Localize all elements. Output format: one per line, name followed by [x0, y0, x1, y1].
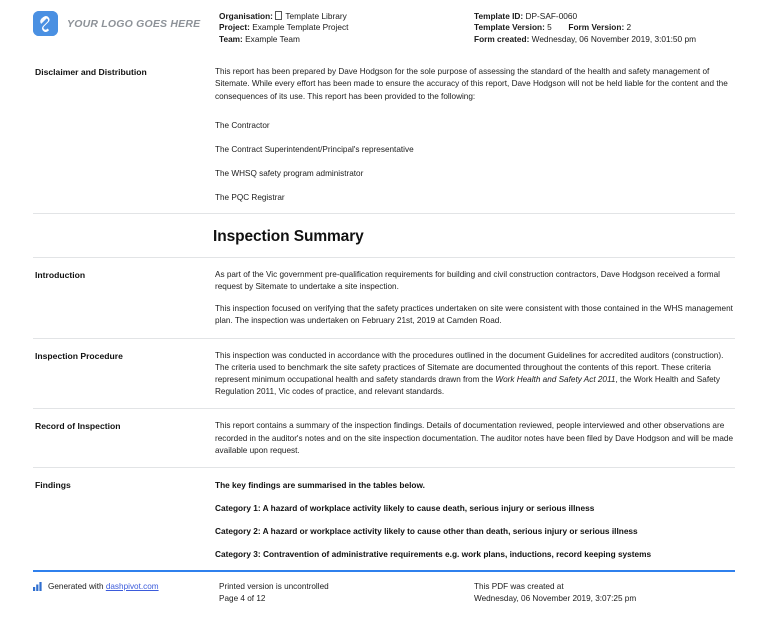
meta-template-version-key: Template Version:	[474, 22, 545, 33]
procedure-paragraph	[215, 350, 735, 399]
distribution-list	[215, 120, 735, 203]
section-body-record	[215, 420, 735, 457]
section-introduction	[33, 257, 735, 338]
meta-versions	[474, 22, 735, 33]
meta-form-created-value: Wednesday, 06 November 2019, 3:01:50 pm	[531, 33, 696, 44]
findings-category-1: Category 1: A hazard of workplace activity likely to cause death, serious injury or serious illness	[215, 503, 595, 514]
introduction-paragraph-1: As part of the Vic government pre-qualification requirements for building and civil construction contractors, Dave Hodgson received a formal request by Sitemate to undertake a site inspection.	[215, 269, 720, 292]
footer-printed-line-1: Printed version is uncontrolled	[219, 582, 329, 592]
footer-created-timestamp: Wednesday, 06 November 2019, 3:07:25 pm	[474, 593, 637, 603]
header-metadata	[219, 11, 735, 45]
section-inspection-procedure	[33, 338, 735, 409]
procedure-text-2: , the Work Health and Safety Regulation 2011, Vic codes of practice, and relevant standards.	[215, 375, 721, 397]
section-body-findings	[215, 479, 735, 560]
document-header	[33, 0, 735, 53]
section-body-introduction	[215, 269, 735, 328]
logo-text: YOUR LOGO GOES HERE	[67, 17, 201, 30]
procedure-act-citation: Work Health and Safety Act 2011	[495, 375, 616, 385]
section-label-disclaimer: Disclaimer and Distribution	[35, 67, 147, 78]
section-record-of-inspection	[33, 408, 735, 467]
footer-created-notice	[474, 581, 735, 604]
procedure-text-1: This inspection was conducted in accordance with the procedures outlined in the document Guidelines for accredited auditors (construction). The criteria used to benchmark the site safety practices of Sitemate are documented throughout the contents of this report. These criteria represent minimum occupational health and safety standards drawn from the	[215, 350, 724, 385]
header-meta-right	[474, 11, 735, 45]
footer-generated-prefix: Generated with	[48, 582, 106, 592]
meta-organisation-key: Organisation:	[219, 11, 273, 21]
section-label-procedure: Inspection Procedure	[35, 350, 123, 361]
meta-template-id	[474, 11, 735, 22]
section-label-record: Record of Inspection	[35, 421, 121, 432]
distribution-item: The WHSQ safety program administrator	[215, 168, 364, 178]
section-label-findings: Findings	[35, 480, 71, 491]
findings-category-3: Category 3: Contravention of administrative requirements e.g. work plans, inductions, record keeping systems	[215, 549, 652, 560]
meta-template-id-key: Template ID:	[474, 11, 524, 21]
distribution-item: The Contract Superintendent/Principal's representative	[215, 144, 414, 154]
footer-created-line-1: This PDF was created at	[474, 582, 564, 592]
meta-form-version-value: 2	[626, 22, 632, 33]
footer-generated-with	[33, 581, 219, 604]
section-body-disclaimer	[215, 66, 735, 203]
meta-team-key: Team:	[219, 33, 243, 44]
logo-swirl-icon	[33, 11, 58, 36]
introduction-paragraph-2: This inspection focused on verifying that the safety practices undertaken on site were consistent with those contained in the WHS management plan. The inspection was undertaken on February 21st, 2019 at Camden Road.	[215, 304, 733, 326]
meta-template-id-value: DP-SAF-0060	[525, 11, 578, 21]
inspection-summary-heading-row	[33, 213, 735, 257]
header-meta-left	[219, 11, 474, 45]
meta-template-version-value: 5	[547, 22, 552, 33]
missing-glyph-icon	[275, 11, 282, 20]
meta-project-key: Project:	[219, 22, 250, 33]
record-paragraph: This report contains a summary of the inspection findings. Details of documentation reviewed, people interviewed and other observations are recorded in the auditor's notes and on the site inspection documentation. The auditor notes have been filed by Dave Hodgson and will be made available upon request.	[215, 421, 734, 455]
meta-team	[219, 34, 474, 45]
section-findings	[33, 467, 735, 570]
meta-organisation	[219, 11, 474, 22]
logo-block	[33, 11, 219, 36]
footer-divider	[33, 570, 735, 572]
document-footer	[33, 570, 735, 618]
section-body-procedure	[215, 350, 735, 399]
page-title: Inspection Summary	[213, 227, 364, 245]
meta-form-created	[474, 34, 735, 45]
meta-organisation-value: Template Library	[285, 11, 347, 21]
section-disclaimer	[33, 53, 735, 213]
document-content	[33, 53, 735, 570]
footer-printed-notice	[219, 581, 474, 604]
distribution-item: The Contractor	[215, 120, 270, 130]
meta-team-value: Example Team	[245, 33, 300, 44]
distribution-item: The PQC Registrar	[215, 192, 285, 202]
meta-form-created-key: Form created:	[474, 33, 530, 44]
meta-project-value: Example Template Project	[252, 22, 349, 33]
disclaimer-paragraph: This report has been prepared by Dave Hodgson for the sole purpose of assessing the standard of the health and safety management of Sitemate. While every effort has been made to ensure the accuracy of this report, Dave Hodgson will not be held liable for the content and the consequences of its use. This report has been provided to the following:	[215, 67, 728, 101]
meta-project	[219, 22, 474, 33]
dashpivot-link[interactable]: dashpivot.com	[105, 582, 159, 592]
section-label-introduction: Introduction	[35, 269, 86, 280]
bar-chart-icon	[33, 582, 43, 591]
findings-intro: The key findings are summarised in the tables below.	[215, 480, 425, 491]
meta-form-version-key: Form Version:	[568, 22, 625, 33]
footer-generated-text	[48, 581, 159, 593]
findings-category-2: Category 2: A hazard or workplace activity likely to cause other than death, serious injury or serious illness	[215, 526, 638, 537]
footer-columns	[33, 581, 735, 604]
footer-page-number: Page 4 of 12	[219, 593, 266, 603]
